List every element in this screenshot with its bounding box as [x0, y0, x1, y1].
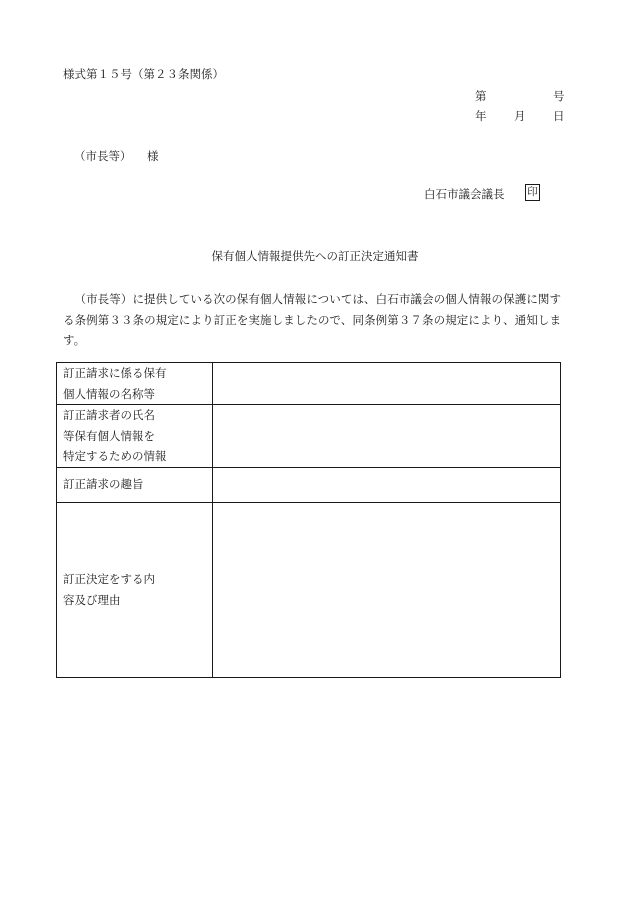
- row-label: [57, 363, 213, 405]
- row-label-line: 訂正請求に係る保有: [63, 366, 167, 380]
- row-value-field[interactable]: [213, 405, 561, 468]
- document-title: 保有個人情報提供先への訂正決定通知書: [211, 249, 419, 263]
- row-label-line: 容及び理由: [63, 592, 121, 607]
- table-row-information-name: [57, 363, 561, 405]
- row-value-field[interactable]: [213, 363, 561, 405]
- form-number: 様式第１５号（第２３条関係）: [63, 67, 224, 81]
- row-label-line: 訂正請求者の氏名: [63, 408, 155, 422]
- document-number-suffix: 号: [553, 89, 565, 103]
- document-number-prefix: 第: [475, 89, 487, 103]
- row-label-line: 等保有個人情報を: [63, 428, 155, 443]
- date-year-label: 年: [475, 109, 487, 123]
- sender-title: 白石市議会議長: [424, 187, 505, 201]
- date-month-label: 月: [514, 109, 526, 123]
- table-row-purpose: [57, 467, 561, 502]
- row-value-field[interactable]: [213, 502, 561, 677]
- row-label: [57, 405, 213, 468]
- row-label: [57, 502, 213, 677]
- row-label: [57, 467, 213, 502]
- addressee-name: （市長等）: [74, 149, 132, 163]
- row-value-field[interactable]: [213, 467, 561, 502]
- row-label-line: 訂正決定をする内: [63, 572, 155, 586]
- row-label-line: 特定するための情報: [63, 449, 167, 463]
- body-text: （市長等）に提供している次の保有個人情報については、白石市議会の個人情報の保護に関する条例第３３条の規定により訂正を実施しましたので、同条例第３７条の規定により、通知します。: [63, 292, 561, 347]
- row-label-line: 個人情報の名称等: [63, 386, 155, 401]
- seal-stamp-box: 印: [525, 184, 540, 201]
- row-label-line: 訂正請求の趣旨: [63, 477, 144, 492]
- addressee-honorific: 様: [147, 149, 159, 163]
- table-row-requester: [57, 405, 561, 468]
- table-row-decision: [57, 502, 561, 677]
- information-table: [56, 362, 561, 678]
- date-day-label: 日: [553, 109, 565, 123]
